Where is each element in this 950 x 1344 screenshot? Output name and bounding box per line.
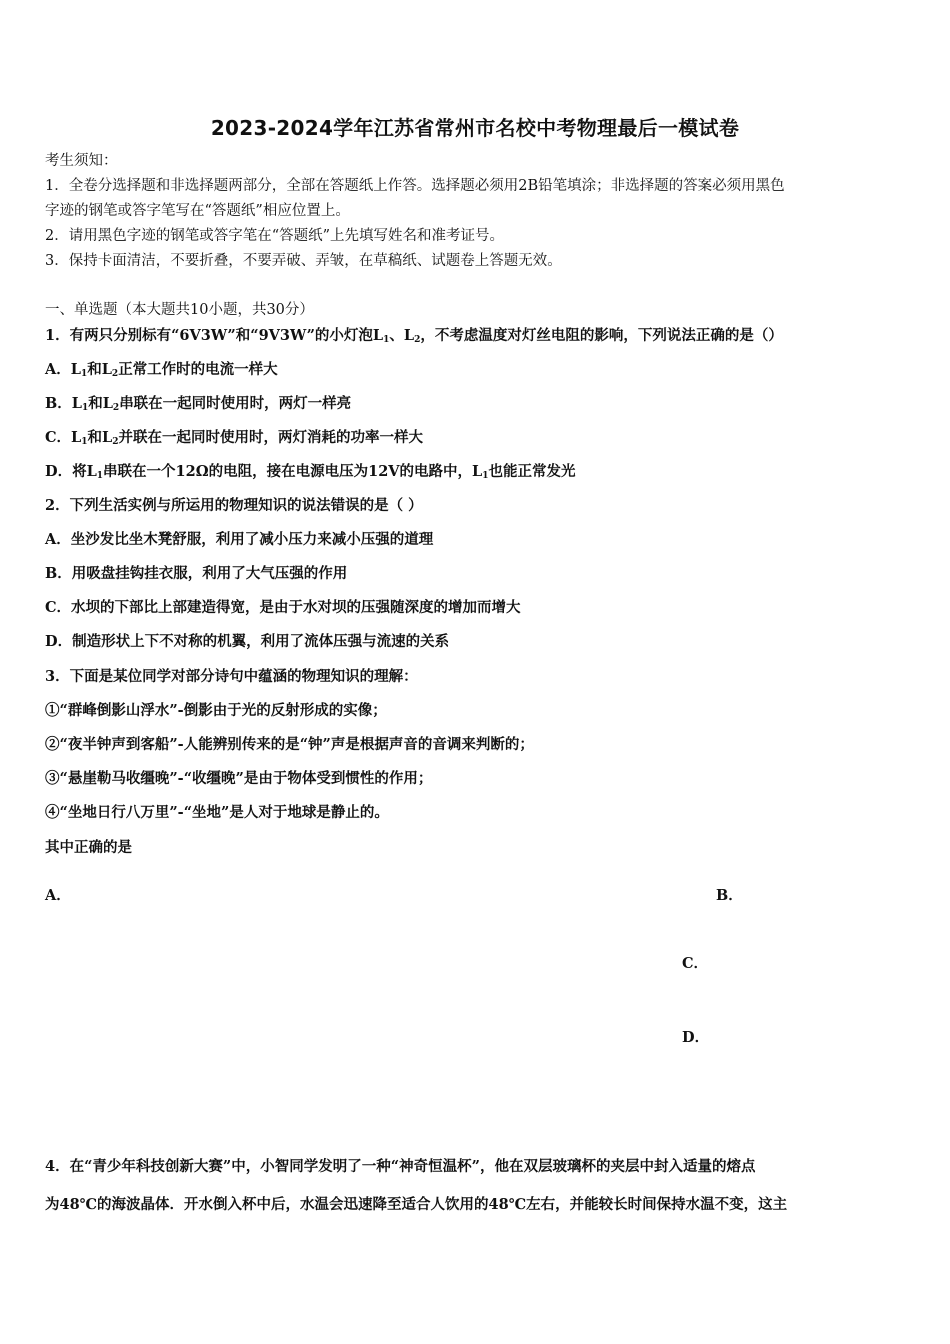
option-subscript: 1 xyxy=(80,369,88,379)
option-subscript: 2 xyxy=(111,369,119,379)
section-heading: 一、单选题（本大题共10小题，共30分） xyxy=(45,302,314,318)
option-subscript: 1 xyxy=(96,471,104,481)
option-text: B．L xyxy=(45,395,82,412)
question-2-stem: 2．下列生活实例与所运用的物理知识的说法错误的是（ ） xyxy=(45,497,423,514)
page-title: 2023-2024学年江苏省常州市名校中考物理最后一模试卷 xyxy=(210,116,740,140)
notice-line-2: 2．请用黑色字迹的钢笔或答字笔在“答题纸”上先填写姓名和准考证号。 xyxy=(45,228,505,244)
q1-stem-part: 、L xyxy=(389,327,415,344)
question-3-item-4: ④“坐地日行八万里”-“坐地”是人对于地球是静止的。 xyxy=(45,804,389,821)
question-2-option-c: C．水坝的下部比上部建造得宽，是由于水对坝的压强随深度的增加而增大 xyxy=(45,599,521,616)
question-2-option-b: B．用吸盘挂钩挂衣服，利用了大气压强的作用 xyxy=(45,565,348,582)
option-text: D．将L xyxy=(45,463,97,480)
option-subscript: 2 xyxy=(112,437,119,447)
option-text: A．L xyxy=(45,361,81,378)
q1-stem-part: ，不考虑温度对灯丝电阻的影响，下列说法正确的是（） xyxy=(420,327,783,344)
option-text: C．L xyxy=(45,429,82,446)
q1-stem-part: 1．有两只分别标有“6V3W”和“9V3W”的小灯泡L xyxy=(45,327,384,344)
question-3-option-b: B． xyxy=(716,887,743,904)
option-text: 并联在一起同时使用时，两灯消耗的功率一样大 xyxy=(118,429,423,446)
notice-line-1a: 1．全卷分选择题和非选择题两部分，全部在答题纸上作答。选择题必须用2B铅笔填涂；非选择题的答案必须用黑色 xyxy=(45,178,785,194)
question-1-option-d xyxy=(45,462,905,482)
notice-line-1b: 字迹的钢笔或答字笔写在“答题纸”相应位置上。 xyxy=(45,203,350,219)
option-subscript: 1 xyxy=(81,403,89,413)
notice-line-3: 3．保持卡面清洁，不要折叠，不要弄破、弄皱，在草稿纸、试题卷上答题无效。 xyxy=(45,253,562,269)
question-3-stem: 3．下面是某位同学对部分诗句中蕴涵的物理知识的理解： xyxy=(45,668,418,685)
option-text: 串联在一个12Ω的电阻，接在电源电压为12V的电路中，L xyxy=(103,463,483,480)
question-4-line-1: 4．在“青少年科技创新大赛”中，小智同学发明了一种“神奇恒温杯”，他在双层玻璃杯的夹层中封入适量的熔点 xyxy=(45,1158,756,1175)
question-3-ask: 其中正确的是 xyxy=(45,839,132,856)
option-subscript: 2 xyxy=(112,403,120,413)
option-text: 和L xyxy=(87,361,112,378)
option-text: 和L xyxy=(87,429,113,446)
option-subscript: 1 xyxy=(81,437,88,447)
notice-heading: 考生须知： xyxy=(45,153,118,169)
question-4-line-2: 为48℃的海波晶体．开水倒入杯中后，水温会迅速降至适合人饮用的48℃左右，并能较长时间保持水温不变，这主 xyxy=(45,1196,788,1213)
question-2-option-a: A．坐沙发比坐木凳舒服，利用了减小压力来减小压强的道理 xyxy=(45,531,434,548)
option-text: 和L xyxy=(88,395,113,412)
question-3-option-c: C． xyxy=(682,955,709,972)
question-1-option-a xyxy=(45,360,905,380)
question-3-item-3: ③“悬崖勒马收缰晚”-“收缰晚”是由于物体受到惯性的作用； xyxy=(45,770,433,787)
question-3-item-2: ②“夜半钟声到客船”-人能辨别传来的是“钟”声是根据声音的音调来判断的； xyxy=(45,736,534,753)
option-subscript: 1 xyxy=(482,471,489,481)
question-3-option-a: A． xyxy=(45,887,71,904)
option-text: 也能正常发光 xyxy=(488,463,576,480)
question-2-option-d: D．制造形状上下不对称的机翼，利用了流体压强与流速的关系 xyxy=(45,633,450,650)
question-1-stem xyxy=(45,326,905,346)
question-3-option-d: D． xyxy=(682,1029,710,1046)
question-3-item-1: ①“群峰倒影山浮水”-倒影由于光的反射形成的实像； xyxy=(45,702,387,719)
q1-subscript: 1 xyxy=(383,335,390,345)
option-text: 串联在一起同时使用时，两灯一样亮 xyxy=(119,395,352,412)
q1-subscript: 2 xyxy=(414,335,421,345)
question-1-option-c xyxy=(45,428,905,448)
option-text: 正常工作时的电流一样大 xyxy=(118,361,278,378)
question-1-option-b xyxy=(45,394,905,414)
